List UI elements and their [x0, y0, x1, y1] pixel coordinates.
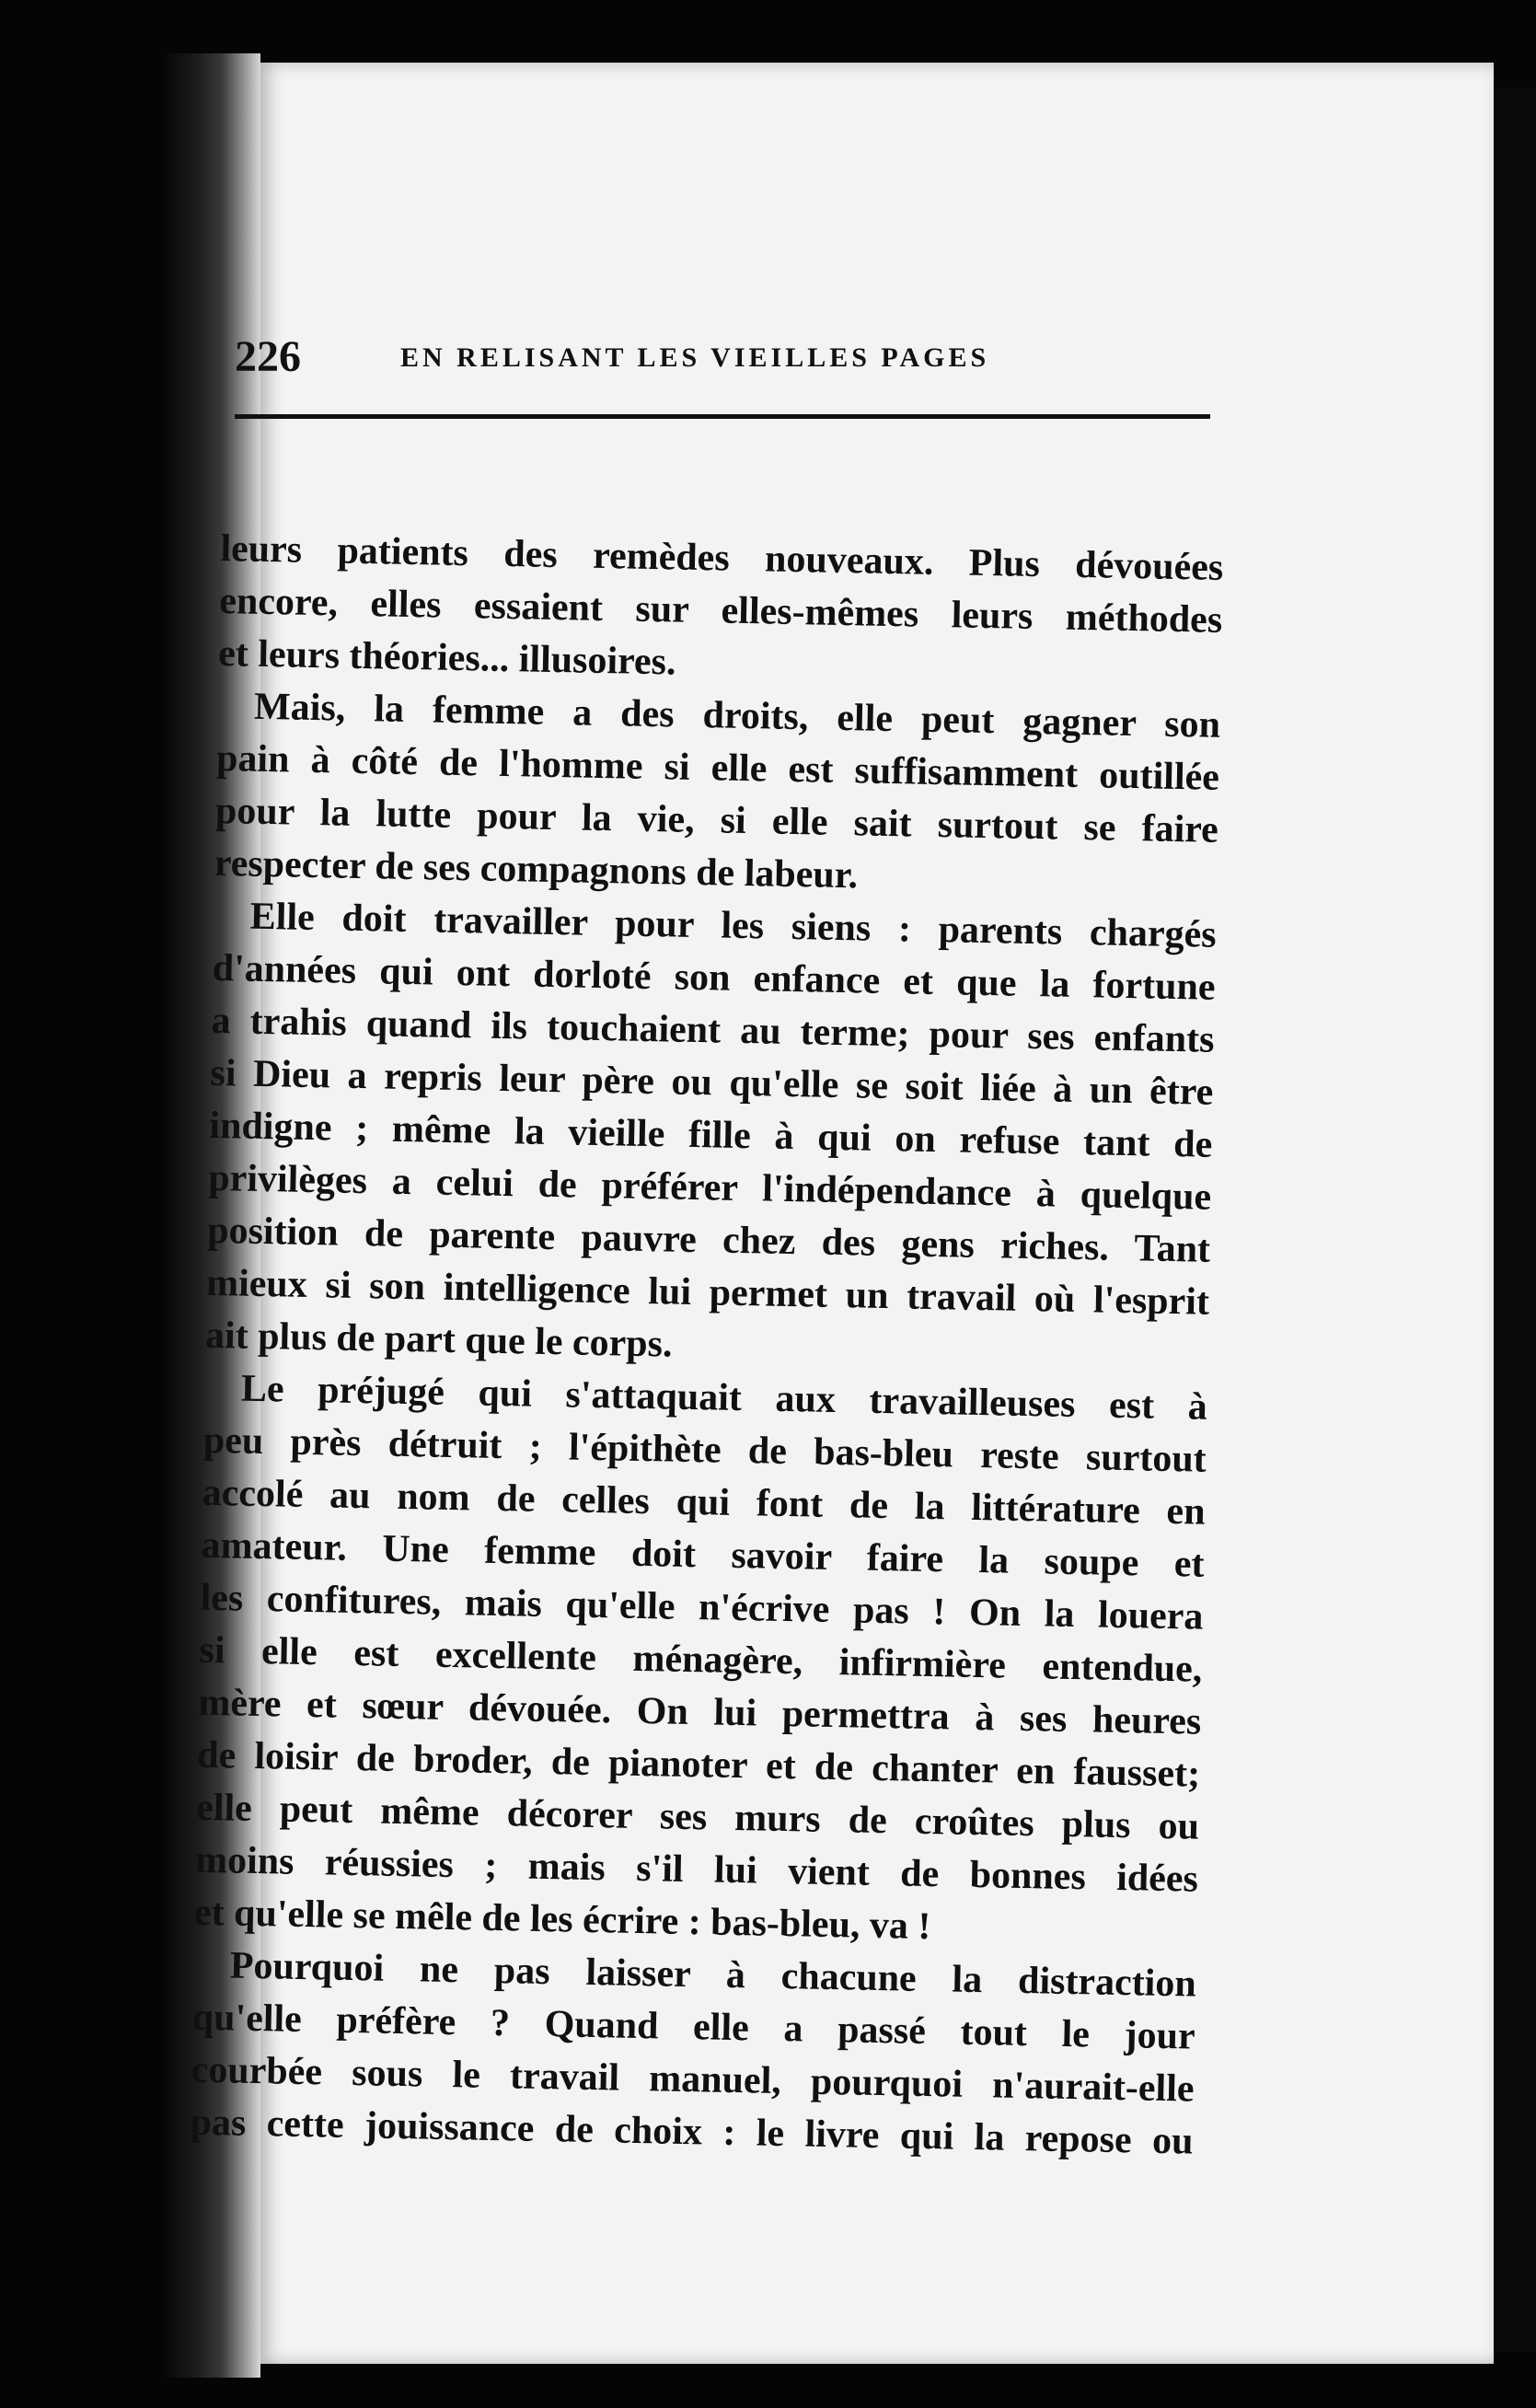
text-line: privilèges a celui de préférer l'indépendance à quelque [207, 1156, 1212, 1219]
text-line: Le préjugé qui s'attaquait aux travailleuses est à [240, 1367, 1208, 1429]
text-line: si Dieu a repris leur père ou qu'elle se soit liée à un être [210, 1051, 1214, 1114]
page-number: 226 [235, 332, 301, 381]
text-line: mère et sœur dévouée. On lui permettra à ses heures [197, 1681, 1202, 1743]
text-line: respecter de ses compagnons de labeur. [214, 841, 859, 897]
text-line: pour la lutte pour la vie, si elle sait surtout se faire [214, 789, 1219, 851]
text-line: accolé au nom de celles qui font de la littérature en [202, 1471, 1207, 1534]
text-line: pain à côté de l'homme si elle est suffisamment outillée [215, 736, 1220, 799]
text-line: Pourquoi ne pas laisser à chacune la distraction [229, 1944, 1197, 2006]
text-line: leurs patients des remèdes nouveaux. Plus dévouées [220, 527, 1224, 589]
text-line: ait plus de part que le corps. [204, 1314, 673, 1366]
text-line: courbée sous le travail manuel, pourquoi n'aurait-elle [191, 2048, 1195, 2111]
text-line: indigne ; même la vieille fille à qui on refuse tant de [208, 1104, 1213, 1166]
text-line: si elle est excellente ménagère, infirmière entendue, [199, 1628, 1203, 1691]
text-line: qu'elle préfère ? Quand elle a passé tout le jour [191, 1996, 1196, 2058]
text-line: position de parente pauvre chez des gens riches. Tant [206, 1209, 1211, 1271]
running-head [235, 331, 1431, 387]
text-line: pas cette jouissance de choix : le livre qui la repose ou [190, 2101, 1194, 2163]
text-line: Elle doit travailler pour les siens : parents chargés [249, 895, 1218, 956]
body-text [190, 523, 1224, 2169]
header-rule [235, 414, 1210, 419]
text-line: Mais, la femme a des droits, elle peut gagner son [253, 685, 1221, 747]
text-line: les confitures, mais qu'elle n'écrive pas ! On la louera [200, 1576, 1204, 1638]
text-line: peu près détruit ; l'épithète de bas-bleu reste surtout [202, 1418, 1207, 1481]
text-line: a trahis quand ils touchaient au terme; pour ses enfants [211, 999, 1215, 1061]
text-line: encore, elles essaient sur elles-mêmes leurs méthodes [218, 579, 1223, 642]
text-line: elle peut même décorer ses murs de croûtes plus ou [195, 1786, 1200, 1848]
running-title: EN RELISANT LES VIEILLES PAGES [400, 342, 990, 373]
text-line: moins réussies ; mais s'il lui vient de bonnes idées [194, 1838, 1199, 1901]
text-line: mieux si son intelligence lui permet un travail où l'esprit [205, 1261, 1210, 1324]
text-line: d'années qui ont dorloté son enfance et que la fortune [212, 946, 1216, 1009]
text-line: de loisir de broder, de pianoter et de chanter en fausset; [196, 1733, 1201, 1796]
text-line: amateur. Une femme doit savoir faire la soupe et [201, 1523, 1205, 1586]
text-line: et qu'elle se mêle de les écrire : bas-bleu, va ! [193, 1891, 931, 1949]
right-margin-shadow [1491, 87, 1536, 2352]
text-line: et leurs théories... illusoires. [217, 631, 676, 684]
